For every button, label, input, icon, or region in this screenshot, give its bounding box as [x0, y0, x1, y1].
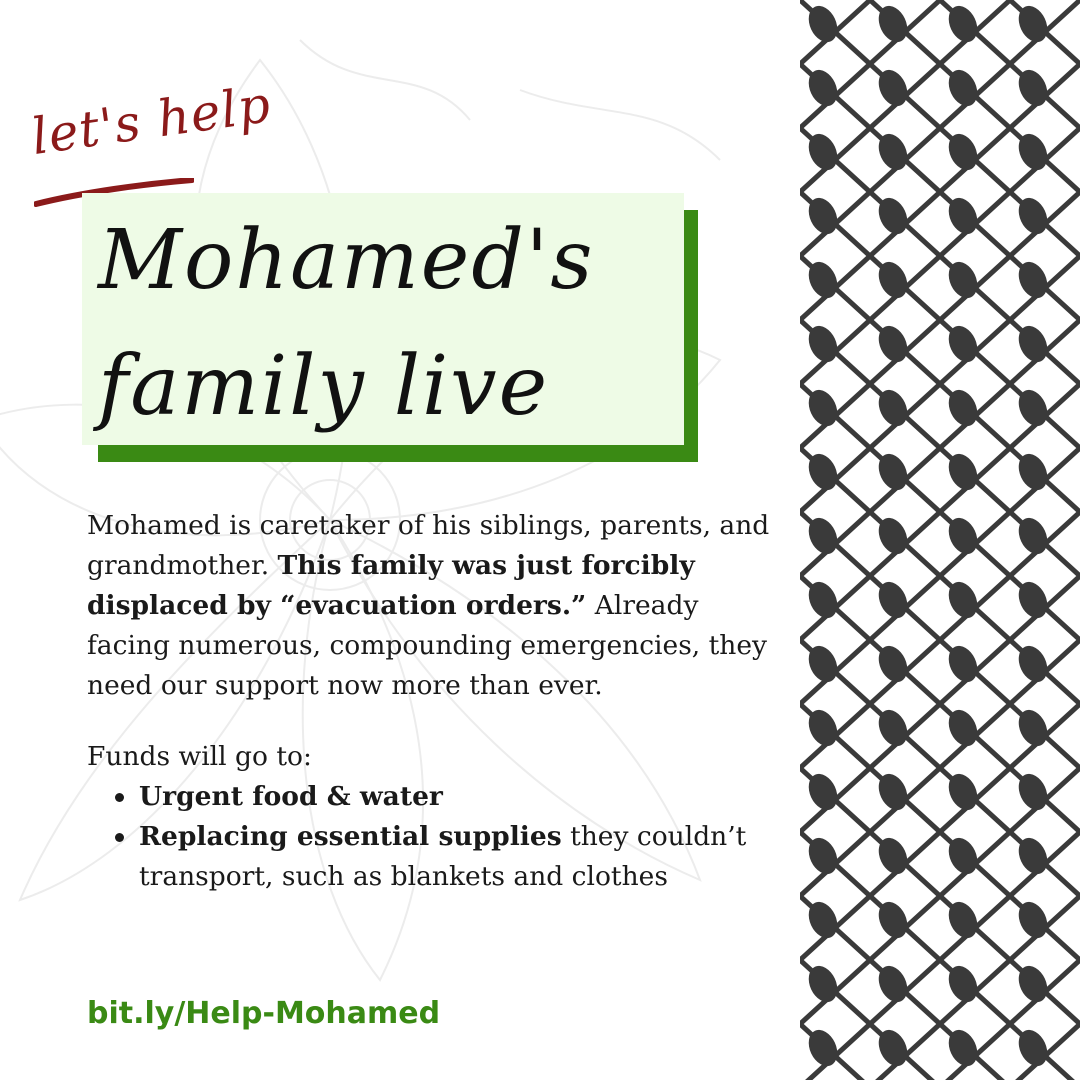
list-item-bold: Replacing essential supplies — [139, 821, 562, 852]
keffiyeh-pattern — [800, 0, 1080, 1080]
list-item — [87, 817, 777, 897]
body-paragraph — [87, 506, 777, 706]
body-intro: Mohamed is caretaker of his siblings, parents, and grandmother. — [87, 510, 770, 581]
donation-link[interactable]: bit.ly/Help-Mohamed — [87, 996, 441, 1031]
body-emphasis: This family was just forcibly displaced by “evacuation orders.” — [87, 550, 695, 621]
body-rest: Already facing numerous, compounding emergencies, they need our support now more than ever. — [87, 590, 768, 701]
funds-list — [87, 777, 777, 897]
headline-line-1: Mohamed's — [98, 213, 595, 308]
bullet-icon — [115, 833, 124, 842]
list-item — [87, 777, 777, 817]
list-item-rest: they couldn’t transport, such as blankets and clothes — [139, 821, 747, 892]
bullet-icon — [115, 793, 124, 802]
lets-help-kicker: let's help — [27, 75, 275, 166]
funds-title: Funds will go to: — [87, 741, 312, 772]
headline-line-2: family live — [98, 339, 550, 434]
list-item-bold: Urgent food & water — [139, 781, 443, 812]
